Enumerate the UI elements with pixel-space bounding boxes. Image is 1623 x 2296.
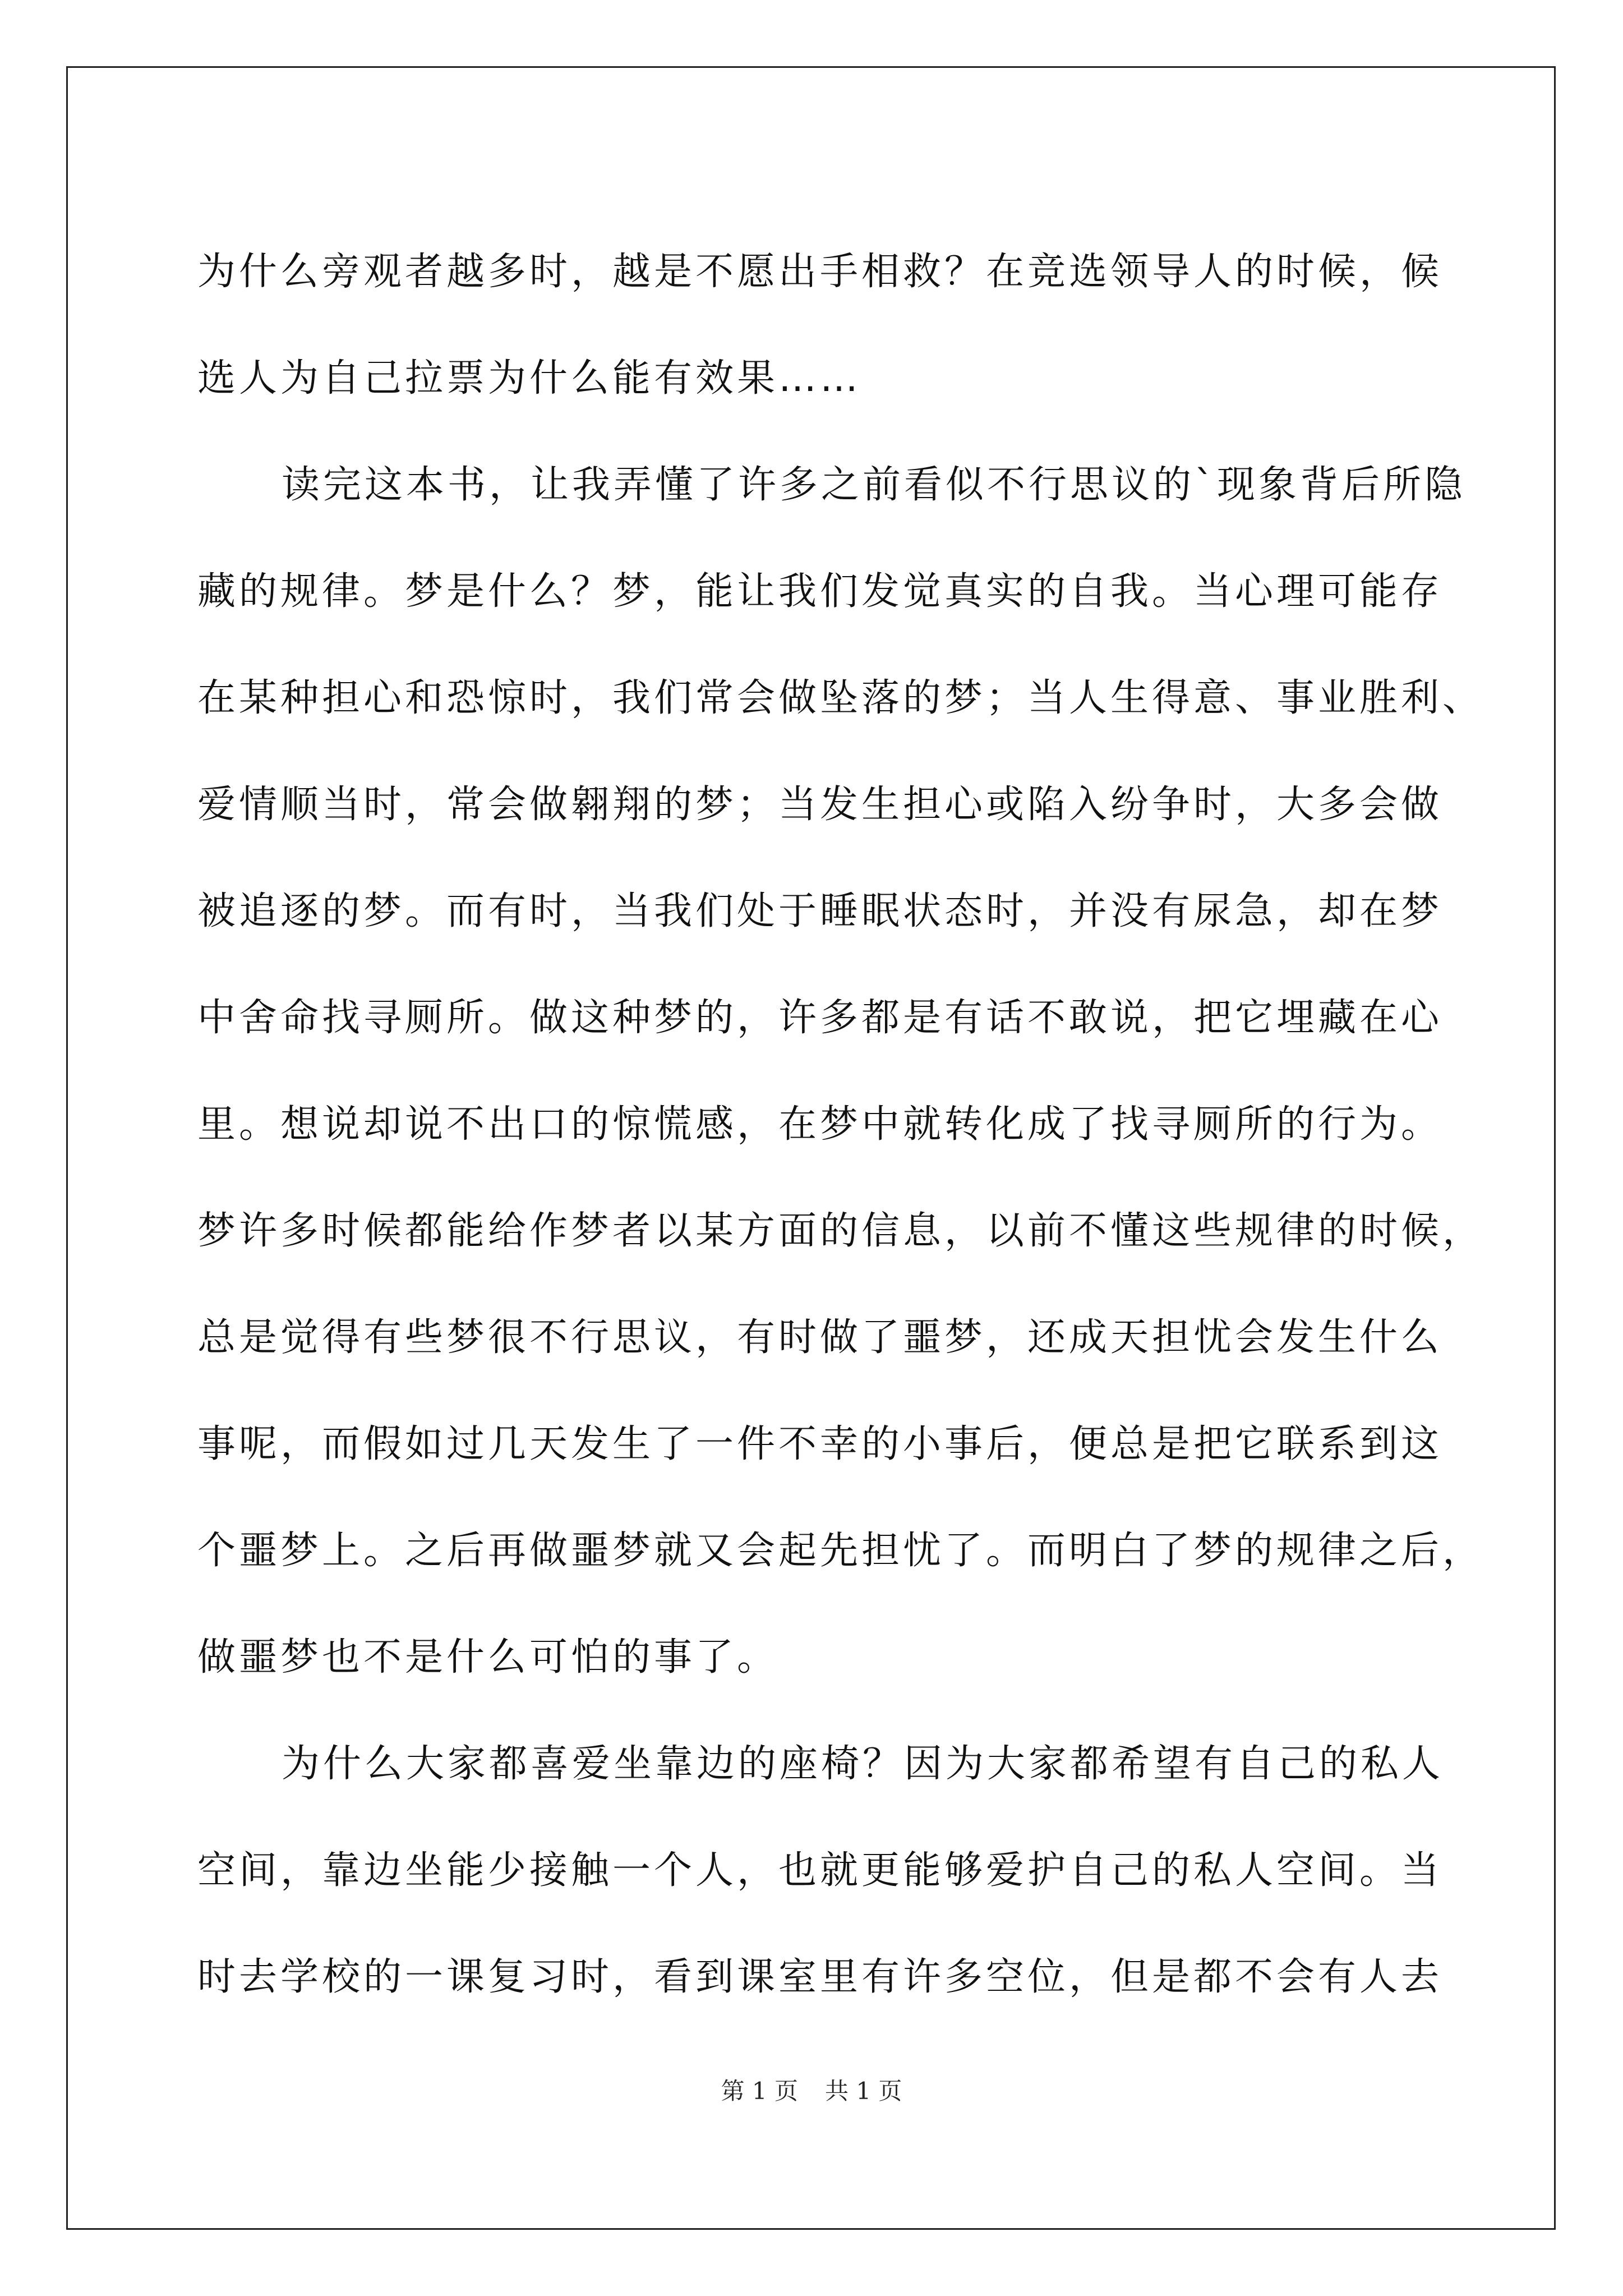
text-line: 梦许多时候都能给作梦者以某方面的信息，以前不懂这些规律的时候， [197,1209,1484,1253]
text-line: 被追逐的梦。而有时，当我们处于睡眠状态时，并没有尿急，却在梦 [197,889,1443,933]
text-line: 选人为自己拉票为什么能有效果…… [197,356,862,401]
text-line: 中舍命找寻厕所。做这种梦的，许多都是有话不敢说，把它埋藏在心 [197,996,1443,1040]
text-line: 藏的规律。梦是什么？梦，能让我们发觉真实的自我。当心理可能存 [197,569,1443,614]
text-line: 为什么旁观者越多时，越是不愿出手相救？在竞选领导人的时候，候 [197,250,1443,294]
document-body [197,219,1484,2031]
text-line: 空间，靠边坐能少接触一个人，也就更能够爱护自己的私人空间。当 [197,1848,1443,1893]
text-line: 在某种担心和恐惊时，我们常会做坠落的梦；当人生得意、事业胜利、 [197,676,1484,720]
text-line: 读完这本书，让我弄懂了许多之前看似不行思议的`现象背后所隐 [282,463,1467,507]
text-line: 里。想说却说不出口的惊慌感，在梦中就转化成了找寻厕所的行为。 [197,1102,1443,1147]
text-line: 个噩梦上。之后再做噩梦就又会起先担忧了。而明白了梦的规律之后， [197,1529,1484,1573]
text-line: 为什么大家都喜爱坐靠边的座椅？因为大家都希望有自己的私人 [282,1742,1444,1786]
text-line: 做噩梦也不是什么可怕的事了。 [197,1635,779,1680]
text-line: 事呢，而假如过几天发生了一件不幸的小事后，便总是把它联系到这 [197,1422,1443,1466]
text-line: 时去学校的一课复习时，看到课室里有许多空位，但是都不会有人去 [197,1955,1443,1999]
text-line: 总是觉得有些梦很不行思议，有时做了噩梦，还成天担忧会发生什么 [197,1315,1443,1360]
text-line: 爱情顺当时，常会做翱翔的梦；当发生担心或陷入纷争时，大多会做 [197,783,1443,827]
page-footer [0,2073,1623,2106]
page-number: 第 1 页 [721,2077,798,2105]
total-pages: 共 1 页 [825,2077,902,2105]
